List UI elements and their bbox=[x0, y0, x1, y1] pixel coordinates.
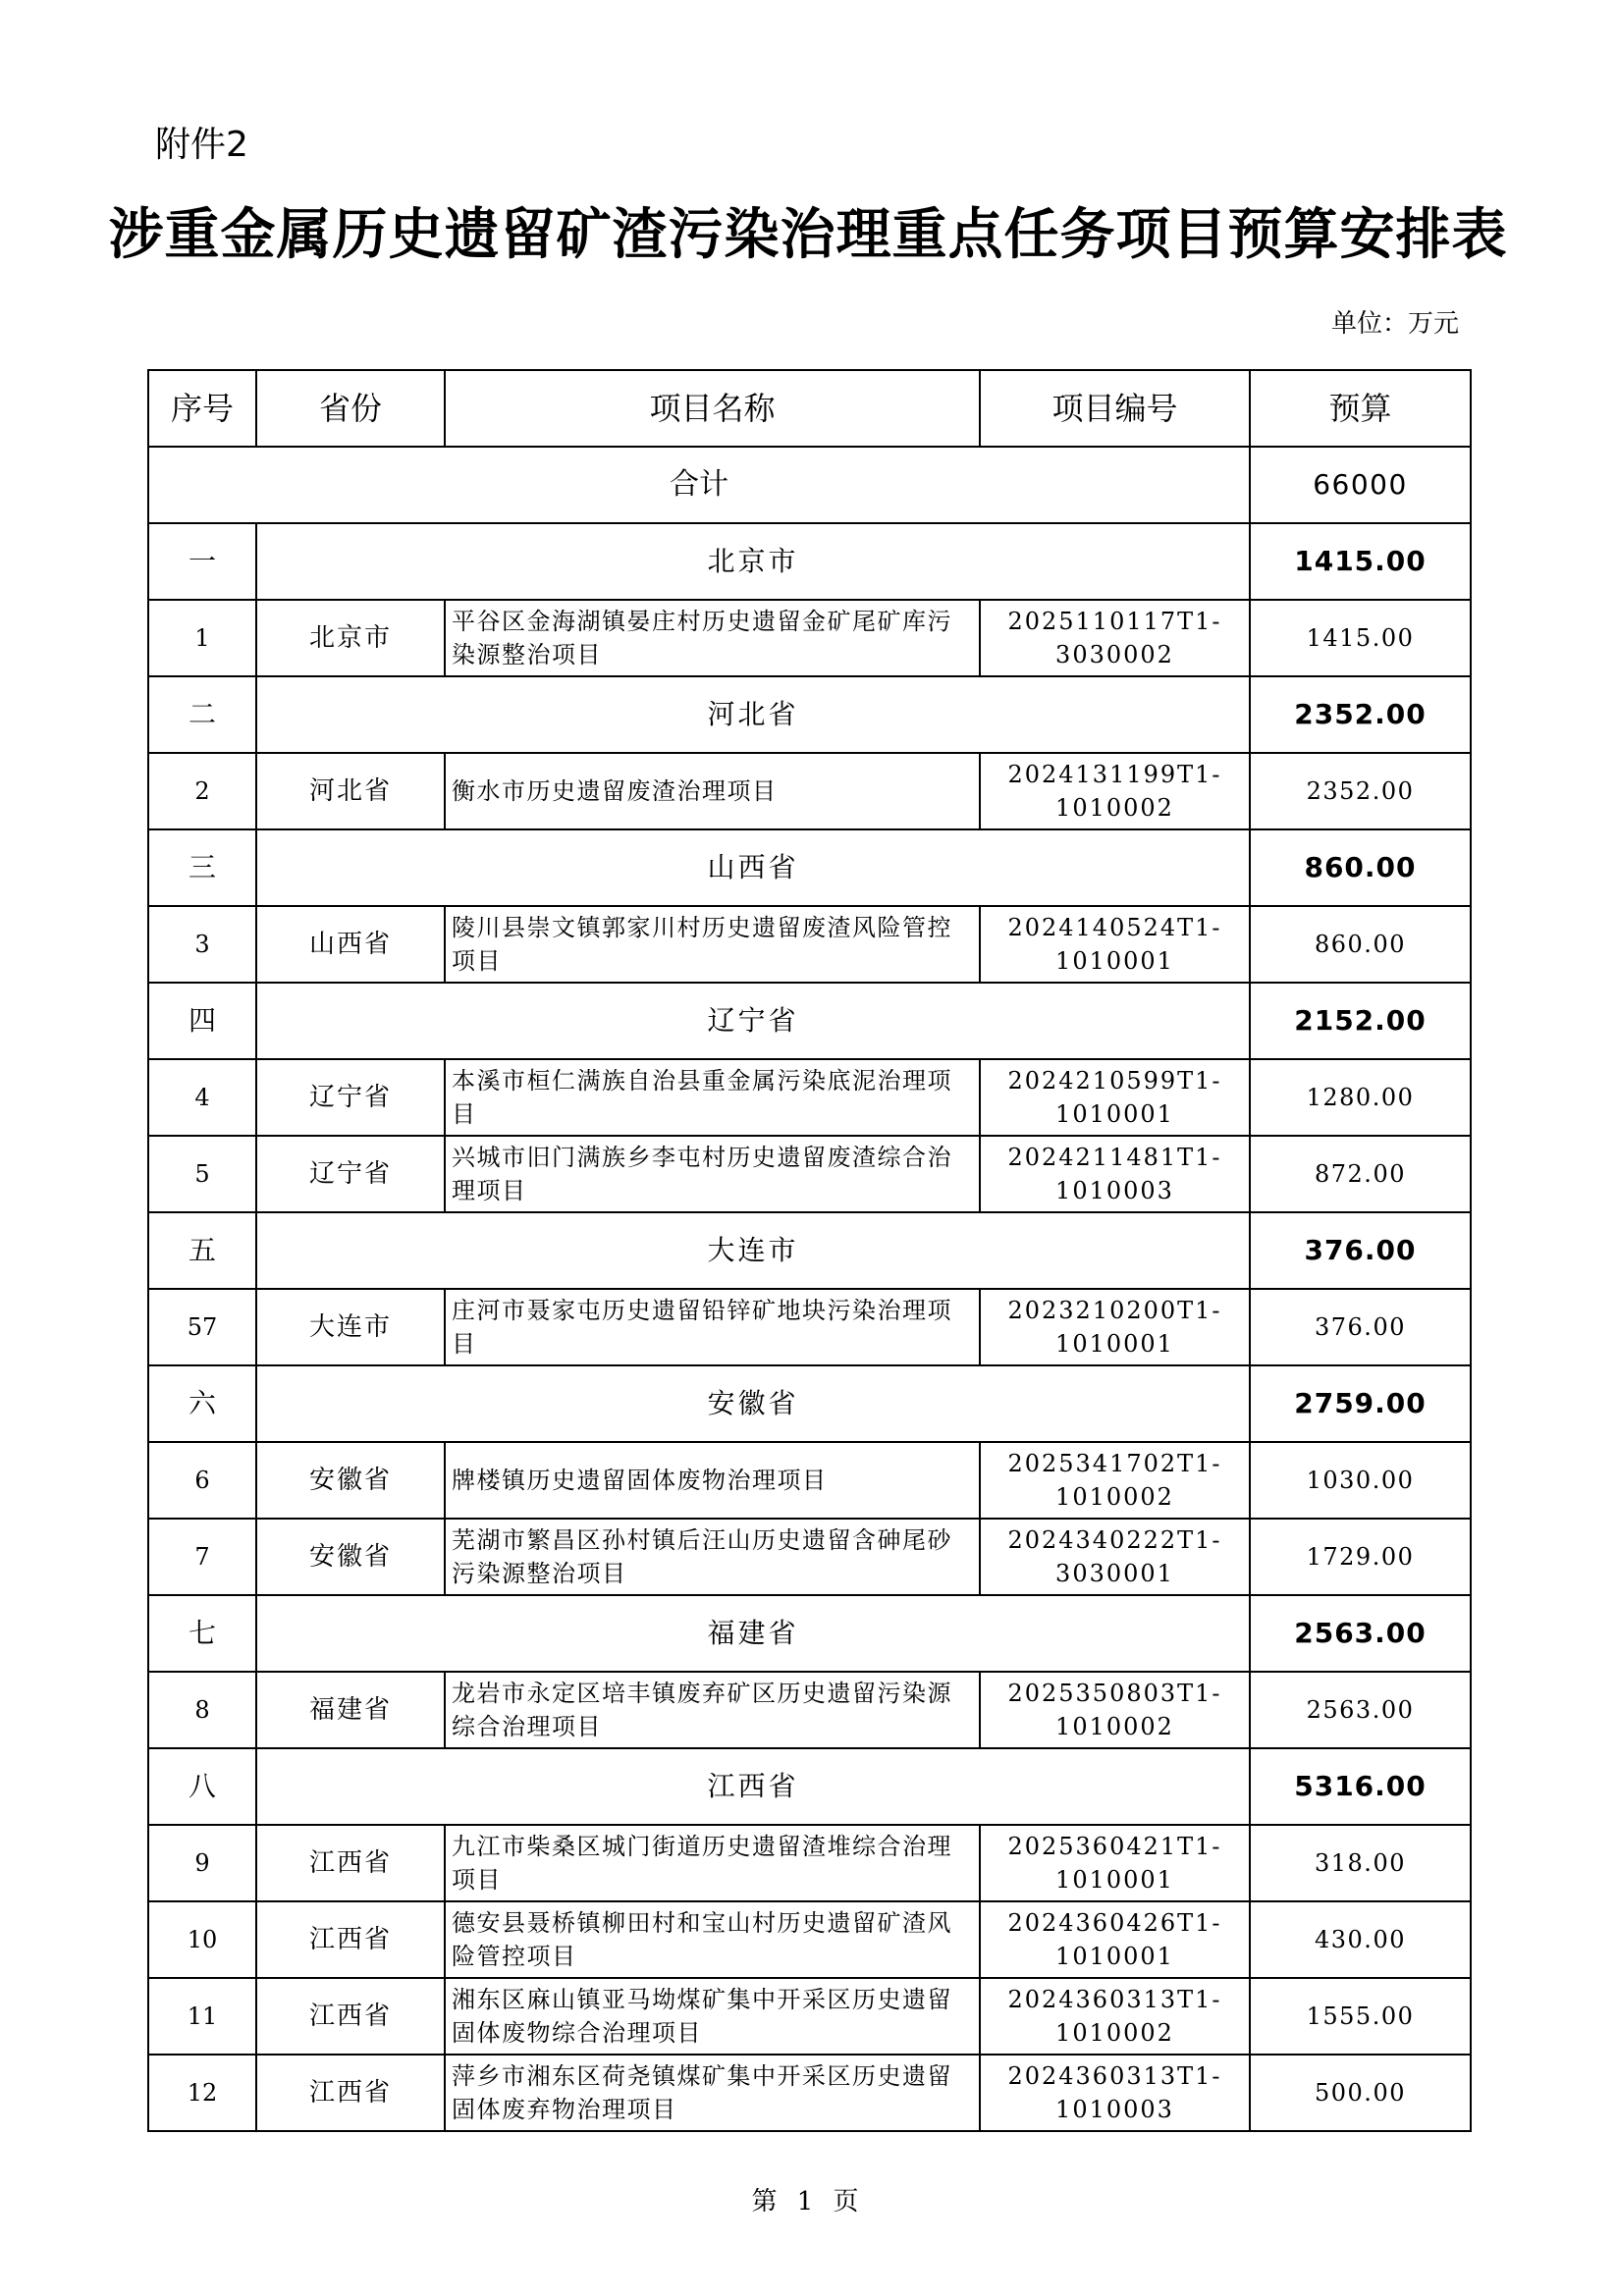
total-row bbox=[148, 447, 1471, 523]
table-row bbox=[148, 1901, 1471, 1978]
group-row bbox=[148, 523, 1471, 600]
group-index: 四 bbox=[148, 983, 256, 1059]
item-budget: 1555.00 bbox=[1250, 1978, 1471, 2055]
item-number: 12 bbox=[148, 2055, 256, 2131]
item-province: 北京市 bbox=[256, 600, 445, 676]
item-project-name: 平谷区金海湖镇晏庄村历史遗留金矿尾矿库污染源整治项目 bbox=[445, 600, 980, 676]
table-row bbox=[148, 1825, 1471, 1901]
item-budget: 1415.00 bbox=[1250, 600, 1471, 676]
item-project-code: 2024140524T1-1010001 bbox=[980, 906, 1250, 983]
group-index: 六 bbox=[148, 1365, 256, 1442]
item-project-name: 龙岩市永定区培丰镇废弃矿区历史遗留污染源综合治理项目 bbox=[445, 1672, 980, 1748]
group-amount: 5316.00 bbox=[1250, 1748, 1471, 1825]
group-name: 山西省 bbox=[256, 829, 1250, 906]
table-row bbox=[148, 1289, 1471, 1365]
table-row bbox=[148, 1442, 1471, 1519]
group-row bbox=[148, 1595, 1471, 1672]
item-project-name: 芜湖市繁昌区孙村镇后汪山历史遗留含砷尾砂污染源整治项目 bbox=[445, 1519, 980, 1595]
group-index: 二 bbox=[148, 676, 256, 753]
group-row bbox=[148, 1365, 1471, 1442]
item-number: 7 bbox=[148, 1519, 256, 1595]
item-number: 10 bbox=[148, 1901, 256, 1978]
group-row bbox=[148, 676, 1471, 753]
total-amount: 66000 bbox=[1250, 447, 1471, 523]
item-number: 6 bbox=[148, 1442, 256, 1519]
item-project-code: 2024131199T1-1010002 bbox=[980, 753, 1250, 829]
group-amount: 376.00 bbox=[1250, 1212, 1471, 1289]
group-row bbox=[148, 1748, 1471, 1825]
item-project-code: 2023210200T1-1010001 bbox=[980, 1289, 1250, 1365]
col-header-project-name: 项目名称 bbox=[445, 370, 980, 447]
page-title: 涉重金属历史遗留矿渣污染治理重点任务项目预算安排表 bbox=[108, 203, 1508, 267]
group-index: 五 bbox=[148, 1212, 256, 1289]
table-row bbox=[148, 1136, 1471, 1212]
item-project-name: 九江市柴桑区城门街道历史遗留渣堆综合治理项目 bbox=[445, 1825, 980, 1901]
item-budget: 1280.00 bbox=[1250, 1059, 1471, 1136]
group-index: 三 bbox=[148, 829, 256, 906]
table-row bbox=[148, 1059, 1471, 1136]
group-index: 一 bbox=[148, 523, 256, 600]
item-project-name: 湘东区麻山镇亚马坳煤矿集中开采区历史遗留固体废物综合治理项目 bbox=[445, 1978, 980, 2055]
group-amount: 1415.00 bbox=[1250, 523, 1471, 600]
item-province: 辽宁省 bbox=[256, 1059, 445, 1136]
item-project-name: 兴城市旧门满族乡李屯村历史遗留废渣综合治理项目 bbox=[445, 1136, 980, 1212]
col-header-province: 省份 bbox=[256, 370, 445, 447]
table-row bbox=[148, 1978, 1471, 2055]
item-budget: 860.00 bbox=[1250, 906, 1471, 983]
group-amount: 2352.00 bbox=[1250, 676, 1471, 753]
table-row bbox=[148, 1672, 1471, 1748]
table-row bbox=[148, 600, 1471, 676]
item-number: 2 bbox=[148, 753, 256, 829]
item-budget: 500.00 bbox=[1250, 2055, 1471, 2131]
item-province: 安徽省 bbox=[256, 1519, 445, 1595]
group-row bbox=[148, 983, 1471, 1059]
item-project-code: 2025360421T1-1010001 bbox=[980, 1825, 1250, 1901]
item-project-code: 2025110117T1-3030002 bbox=[980, 600, 1250, 676]
page-number: 第 1 页 bbox=[751, 2187, 865, 2216]
group-name: 大连市 bbox=[256, 1212, 1250, 1289]
item-budget: 376.00 bbox=[1250, 1289, 1471, 1365]
total-label: 合计 bbox=[148, 447, 1250, 523]
table-row bbox=[148, 1519, 1471, 1595]
table-row bbox=[148, 2055, 1471, 2131]
item-project-code: 2025341702T1-1010002 bbox=[980, 1442, 1250, 1519]
group-name: 福建省 bbox=[256, 1595, 1250, 1672]
table-row bbox=[148, 906, 1471, 983]
item-project-name: 萍乡市湘东区荷尧镇煤矿集中开采区历史遗留固体废弃物治理项目 bbox=[445, 2055, 980, 2131]
group-name: 辽宁省 bbox=[256, 983, 1250, 1059]
group-name: 北京市 bbox=[256, 523, 1250, 600]
item-project-code: 2024211481T1-1010003 bbox=[980, 1136, 1250, 1212]
group-row bbox=[148, 829, 1471, 906]
item-project-code: 2025350803T1-1010002 bbox=[980, 1672, 1250, 1748]
group-name: 河北省 bbox=[256, 676, 1250, 753]
item-province: 江西省 bbox=[256, 1901, 445, 1978]
group-index: 七 bbox=[148, 1595, 256, 1672]
group-index: 八 bbox=[148, 1748, 256, 1825]
item-province: 江西省 bbox=[256, 1825, 445, 1901]
group-name: 安徽省 bbox=[256, 1365, 1250, 1442]
item-project-code: 2024360313T1-1010003 bbox=[980, 2055, 1250, 2131]
group-amount: 2152.00 bbox=[1250, 983, 1471, 1059]
item-province: 福建省 bbox=[256, 1672, 445, 1748]
item-project-code: 2024340222T1-3030001 bbox=[980, 1519, 1250, 1595]
item-number: 3 bbox=[148, 906, 256, 983]
group-name: 江西省 bbox=[256, 1748, 1250, 1825]
item-province: 大连市 bbox=[256, 1289, 445, 1365]
item-budget: 1729.00 bbox=[1250, 1519, 1471, 1595]
item-budget: 2563.00 bbox=[1250, 1672, 1471, 1748]
unit-label: 单位：万元 bbox=[1330, 309, 1459, 339]
group-amount: 2563.00 bbox=[1250, 1595, 1471, 1672]
item-project-name: 牌楼镇历史遗留固体废物治理项目 bbox=[445, 1442, 980, 1519]
item-project-name: 衡水市历史遗留废渣治理项目 bbox=[445, 753, 980, 829]
item-number: 5 bbox=[148, 1136, 256, 1212]
group-row bbox=[148, 1212, 1471, 1289]
item-project-code: 2024360426T1-1010001 bbox=[980, 1901, 1250, 1978]
item-project-code: 2024210599T1-1010001 bbox=[980, 1059, 1250, 1136]
table-header-row bbox=[148, 370, 1471, 447]
item-province: 江西省 bbox=[256, 1978, 445, 2055]
item-budget: 430.00 bbox=[1250, 1901, 1471, 1978]
item-project-name: 陵川县崇文镇郭家川村历史遗留废渣风险管控项目 bbox=[445, 906, 980, 983]
item-number: 9 bbox=[148, 1825, 256, 1901]
item-number: 11 bbox=[148, 1978, 256, 2055]
item-project-name: 德安县聂桥镇柳田村和宝山村历史遗留矿渣风险管控项目 bbox=[445, 1901, 980, 1978]
item-budget: 1030.00 bbox=[1250, 1442, 1471, 1519]
col-header-budget: 预算 bbox=[1250, 370, 1471, 447]
attachment-label: 附件2 bbox=[155, 125, 248, 165]
item-budget: 2352.00 bbox=[1250, 753, 1471, 829]
col-header-project-code: 项目编号 bbox=[980, 370, 1250, 447]
item-budget: 872.00 bbox=[1250, 1136, 1471, 1212]
item-number: 57 bbox=[148, 1289, 256, 1365]
item-number: 1 bbox=[148, 600, 256, 676]
item-project-name: 本溪市桓仁满族自治县重金属污染底泥治理项目 bbox=[445, 1059, 980, 1136]
item-number: 4 bbox=[148, 1059, 256, 1136]
item-province: 辽宁省 bbox=[256, 1136, 445, 1212]
group-amount: 2759.00 bbox=[1250, 1365, 1471, 1442]
item-number: 8 bbox=[148, 1672, 256, 1748]
item-project-code: 2024360313T1-1010002 bbox=[980, 1978, 1250, 2055]
table-row bbox=[148, 753, 1471, 829]
group-amount: 860.00 bbox=[1250, 829, 1471, 906]
item-province: 河北省 bbox=[256, 753, 445, 829]
item-budget: 318.00 bbox=[1250, 1825, 1471, 1901]
item-project-name: 庄河市聂家屯历史遗留铅锌矿地块污染治理项目 bbox=[445, 1289, 980, 1365]
item-province: 山西省 bbox=[256, 906, 445, 983]
item-province: 江西省 bbox=[256, 2055, 445, 2131]
col-header-index: 序号 bbox=[148, 370, 256, 447]
item-province: 安徽省 bbox=[256, 1442, 445, 1519]
budget-table bbox=[147, 369, 1472, 2132]
